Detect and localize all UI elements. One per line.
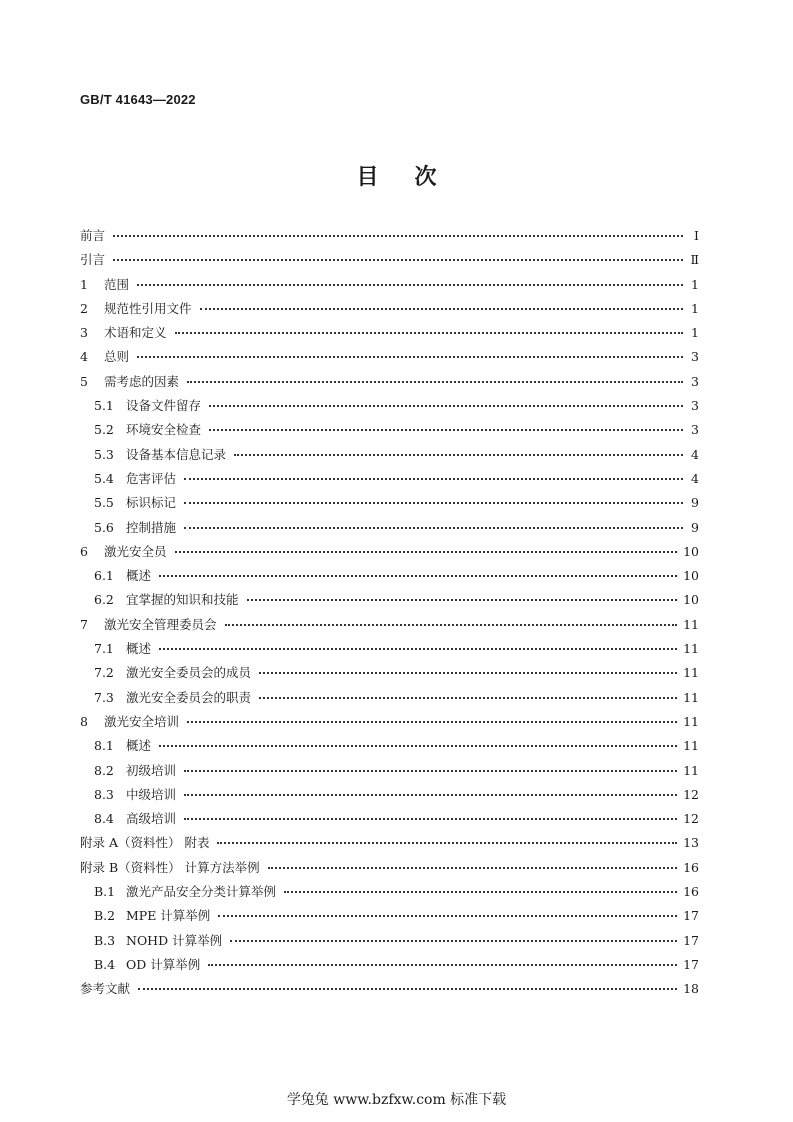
toc-leader-dots [259, 672, 677, 674]
toc-entry-label: 宜掌握的知识和技能 [126, 592, 239, 608]
toc-entry-page: 16 [683, 884, 699, 900]
toc-entry[interactable] [80, 858, 699, 882]
toc-entry-number: B.4 [94, 956, 116, 972]
toc-leader-dots [209, 405, 683, 407]
toc-leader-dots [247, 599, 678, 601]
toc-entry[interactable] [80, 469, 699, 493]
toc-entry[interactable] [80, 299, 699, 323]
toc-entry-page: 1 [691, 276, 699, 292]
toc-entry[interactable] [80, 712, 699, 736]
toc-entry-page: 4 [691, 446, 699, 462]
toc-entry-label: 标识标记 [126, 495, 177, 511]
toc-entry-page: 13 [683, 835, 699, 851]
toc-entry[interactable] [80, 785, 699, 809]
toc-leader-dots [184, 770, 677, 772]
toc-entry[interactable] [80, 639, 699, 663]
toc-entry-page: 10 [683, 592, 699, 608]
toc-entry-label: 总则 [104, 349, 130, 365]
toc-entry-page: 17 [683, 932, 699, 948]
toc-entry-page: 4 [691, 470, 699, 486]
toc-entry-label: 激光安全培训 [104, 713, 180, 729]
toc-entry-number: 8.1 [94, 738, 114, 754]
document-code: GB/T 41643—2022 [80, 92, 196, 107]
toc-entry[interactable] [80, 906, 699, 930]
toc-entry-number: 6 [80, 543, 88, 559]
toc-entry[interactable] [80, 420, 699, 444]
toc-entry-number: 7.2 [94, 665, 114, 681]
toc-entry-label: 设备文件留存 [126, 398, 202, 414]
toc-entry-page: 11 [683, 689, 699, 705]
toc-entry[interactable] [80, 979, 699, 1003]
toc-entry-page: 9 [691, 519, 699, 535]
toc-entry-label: 环境安全检查 [126, 422, 202, 438]
toc-entry[interactable] [80, 688, 699, 712]
toc-entry-number: 1 [80, 276, 88, 292]
toc-leader-dots [259, 697, 677, 699]
toc-entry[interactable] [80, 590, 699, 614]
toc-entry[interactable] [80, 493, 699, 517]
toc-entry-label: 附录 A（资料性） 附表 [80, 835, 210, 851]
toc-entry-number: B.3 [94, 932, 116, 948]
toc-leader-dots [184, 502, 683, 504]
toc-leader-dots [137, 284, 683, 286]
table-of-contents [80, 226, 699, 1004]
toc-entry-number: 7 [80, 616, 88, 632]
toc-entry-number: 5.3 [94, 446, 114, 462]
toc-entry[interactable] [80, 347, 699, 371]
toc-entry[interactable] [80, 761, 699, 785]
toc-entry-label: 参考文献 [80, 981, 131, 997]
toc-entry[interactable] [80, 323, 699, 347]
toc-leader-dots [159, 575, 677, 577]
toc-leader-dots [184, 818, 677, 820]
toc-entry[interactable] [80, 882, 699, 906]
toc-leader-dots [159, 745, 677, 747]
toc-leader-dots [284, 891, 677, 893]
toc-entry-label: OD 计算举例 [126, 956, 201, 972]
toc-leader-dots [268, 867, 677, 869]
toc-entry-number: 5.6 [94, 519, 114, 535]
toc-entry-page: Ⅰ [694, 228, 699, 243]
toc-leader-dots [159, 648, 677, 650]
toc-entry-page: 18 [683, 981, 699, 997]
toc-entry[interactable] [80, 566, 699, 590]
toc-entry[interactable] [80, 809, 699, 833]
toc-entry[interactable] [80, 250, 699, 274]
toc-entry-label: 激光安全员 [104, 543, 167, 559]
toc-entry-page: 12 [683, 811, 699, 827]
toc-entry-page: 11 [683, 665, 699, 681]
toc-entry-label: 设备基本信息记录 [126, 446, 227, 462]
toc-entry[interactable] [80, 372, 699, 396]
toc-entry-label: 概述 [126, 568, 152, 584]
toc-entry-page: 3 [691, 422, 699, 438]
toc-entry-page: 1 [691, 325, 699, 341]
toc-entry-number: 7.3 [94, 689, 114, 705]
toc-entry[interactable] [80, 931, 699, 955]
toc-entry-number: 5 [80, 373, 88, 389]
toc-leader-dots [234, 454, 683, 456]
toc-entry-page: 3 [691, 398, 699, 414]
toc-entry-number: 7.1 [94, 641, 114, 657]
toc-entry-number: 5.2 [94, 422, 114, 438]
toc-entry-label: 概述 [126, 738, 152, 754]
toc-entry[interactable] [80, 445, 699, 469]
toc-entry-label: 引言 [80, 252, 106, 268]
toc-leader-dots [175, 332, 683, 334]
toc-entry-page: 11 [683, 762, 699, 778]
toc-leader-dots [138, 988, 677, 990]
toc-entry-page: 11 [683, 738, 699, 754]
toc-entry-number: B.1 [94, 884, 116, 900]
toc-entry-number: B.2 [94, 908, 116, 924]
toc-entry-page: Ⅱ [690, 252, 699, 268]
toc-leader-dots [113, 235, 683, 237]
toc-entry[interactable] [80, 736, 699, 760]
toc-entry[interactable] [80, 663, 699, 687]
toc-leader-dots [217, 842, 677, 844]
toc-leader-dots [175, 551, 678, 553]
toc-entry-label: 激光安全委员会的成员 [126, 665, 252, 681]
toc-entry-page: 17 [683, 908, 699, 924]
toc-entry-page: 12 [683, 786, 699, 802]
toc-entry-number: 8.3 [94, 786, 114, 802]
toc-entry-label: 激光产品安全分类计算举例 [126, 884, 277, 900]
toc-entry-page: 11 [683, 616, 699, 632]
toc-leader-dots [184, 478, 683, 480]
toc-leader-dots [225, 624, 678, 626]
toc-entry-label: 初级培训 [126, 762, 177, 778]
toc-leader-dots [184, 527, 683, 529]
toc-leader-dots [113, 259, 683, 261]
toc-entry-number: 4 [80, 349, 88, 365]
toc-entry-number: 8.2 [94, 762, 114, 778]
toc-entry-label: 规范性引用文件 [104, 300, 192, 316]
toc-entry-label: 术语和定义 [104, 325, 167, 341]
toc-entry-label: MPE 计算举例 [126, 908, 211, 924]
toc-leader-dots [184, 794, 677, 796]
toc-entry[interactable] [80, 615, 699, 639]
toc-entry-page: 16 [683, 859, 699, 875]
toc-entry[interactable] [80, 833, 699, 857]
toc-entry-number: 5.4 [94, 470, 114, 486]
toc-leader-dots [187, 381, 683, 383]
toc-entry[interactable] [80, 955, 699, 979]
toc-entry-label: 控制措施 [126, 519, 177, 535]
toc-entry-label: 前言 [80, 228, 106, 243]
toc-entry-number: 2 [80, 300, 88, 316]
toc-entry-label: 激光安全管理委员会 [104, 616, 217, 632]
toc-leader-dots [137, 356, 683, 358]
toc-leader-dots [218, 915, 677, 917]
toc-leader-dots [208, 964, 677, 966]
toc-entry[interactable] [80, 518, 699, 542]
toc-entry-page: 11 [683, 713, 699, 729]
toc-entry-number: 3 [80, 325, 88, 341]
toc-entry-label: 高级培训 [126, 811, 177, 827]
toc-entry-label: 概述 [126, 641, 152, 657]
toc-entry-page: 3 [691, 349, 699, 365]
toc-entry-page: 1 [691, 300, 699, 316]
toc-entry-number: 6.2 [94, 592, 114, 608]
toc-entry[interactable] [80, 226, 699, 250]
toc-leader-dots [187, 721, 677, 723]
toc-entry-label: NOHD 计算举例 [126, 932, 223, 948]
toc-entry-page: 17 [683, 956, 699, 972]
toc-entry-page: 10 [683, 568, 699, 584]
toc-entry-number: 8 [80, 713, 88, 729]
toc-entry-label: 附录 B（资料性） 计算方法举例 [80, 859, 260, 875]
toc-entry-number: 5.1 [94, 398, 114, 414]
toc-leader-dots [200, 308, 683, 310]
toc-entry-label: 范围 [104, 276, 130, 292]
toc-entry-number: 8.4 [94, 811, 114, 827]
toc-leader-dots [230, 940, 677, 942]
toc-entry[interactable] [80, 275, 699, 299]
toc-leader-dots [209, 429, 683, 431]
toc-entry-page: 10 [683, 543, 699, 559]
toc-entry-page: 9 [691, 495, 699, 511]
toc-entry-number: 6.1 [94, 568, 114, 584]
toc-entry-page: 3 [691, 373, 699, 389]
toc-entry[interactable] [80, 542, 699, 566]
toc-entry-label: 激光安全委员会的职责 [126, 689, 252, 705]
toc-entry-label: 中级培训 [126, 786, 177, 802]
toc-entry-page: 11 [683, 641, 699, 657]
toc-title: 目次 [356, 165, 473, 190]
toc-entry-label: 需考虑的因素 [104, 373, 180, 389]
toc-entry-label: 危害评估 [126, 470, 177, 486]
footer-watermark: 学兔兔 www.bzfxw.com 标准下载 [286, 1092, 507, 1108]
toc-entry-number: 5.5 [94, 495, 114, 511]
toc-entry[interactable] [80, 396, 699, 420]
